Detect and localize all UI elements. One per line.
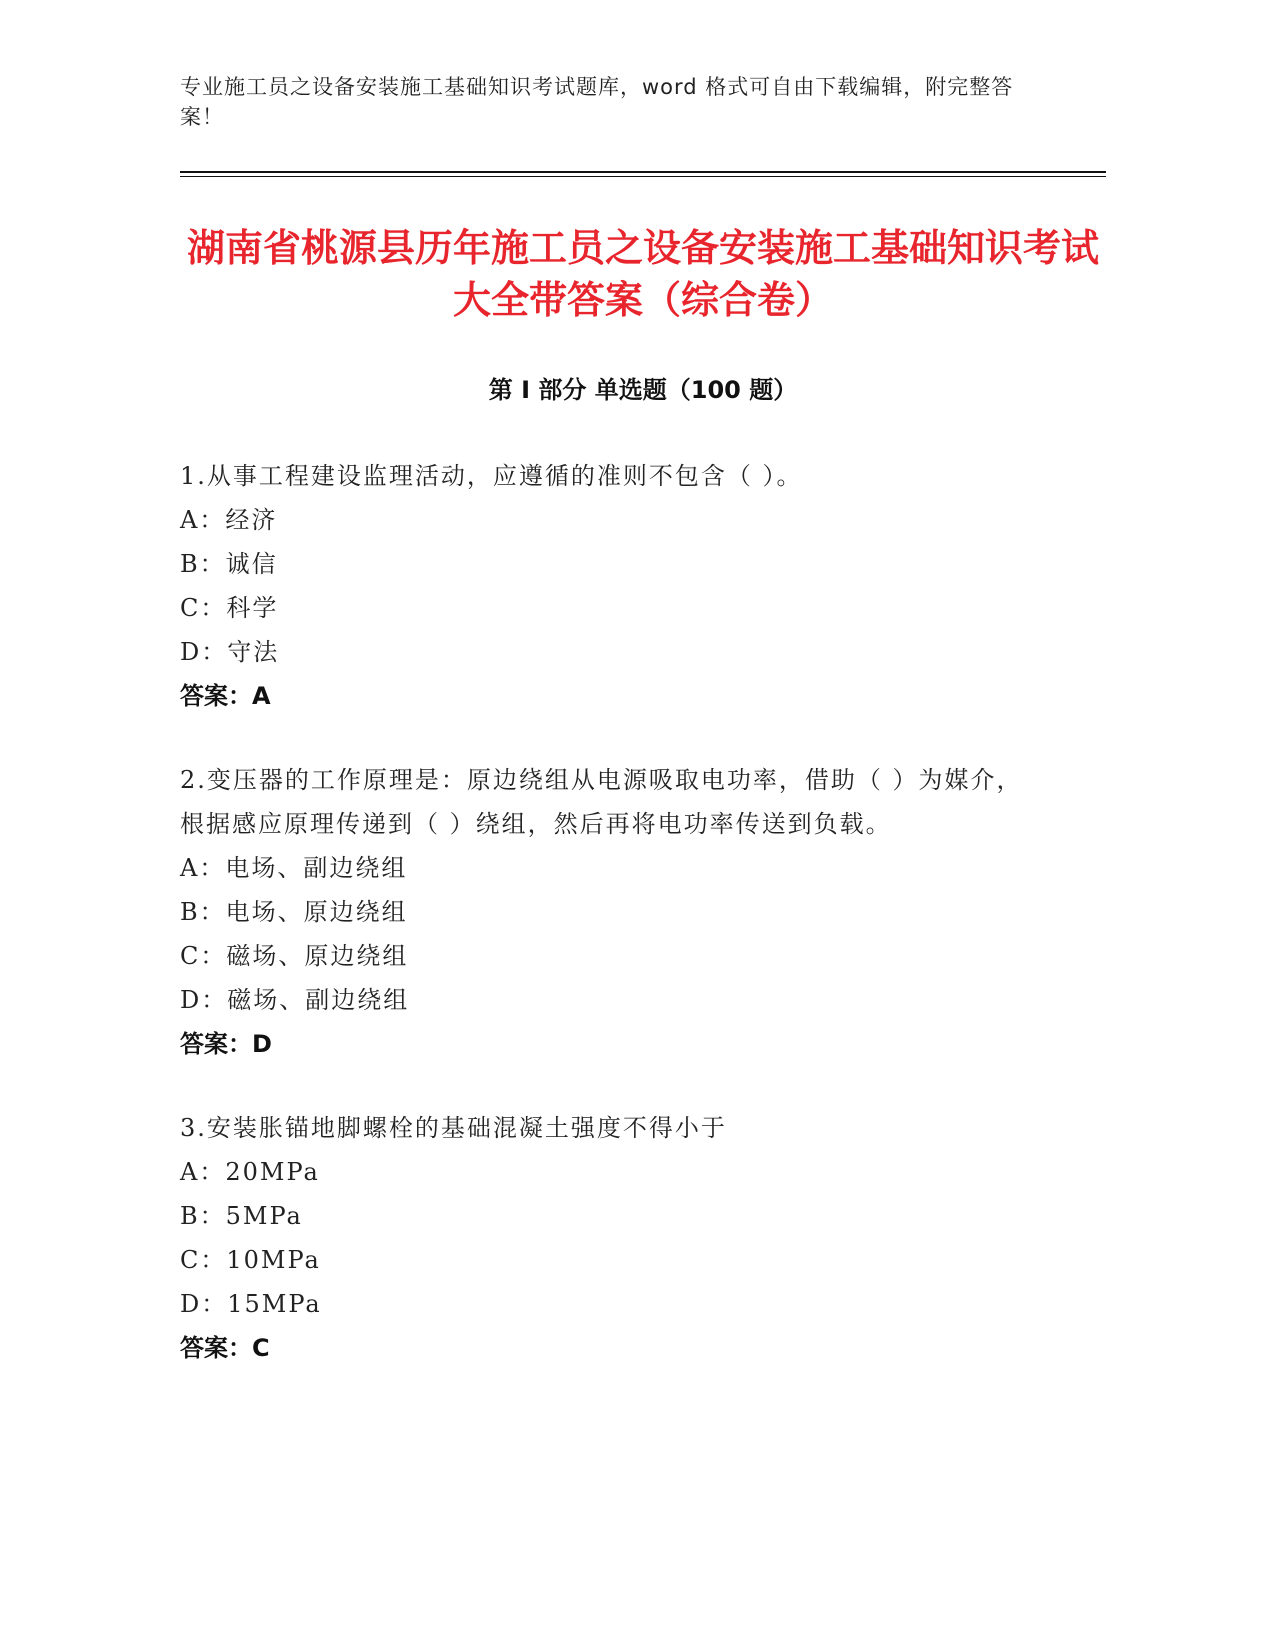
header-note: 专业施工员之设备安装施工基础知识考试题库，word 格式可自由下载编辑，附完整答案！ [180,75,1014,129]
answer: 答案：D [180,1030,272,1058]
question-stem: 2.变压器的工作原理是：原边绕组从电源吸取电功率，借助（ ）为媒介，根据感应原理传递到（ ）绕组，然后再将电功率传送到负载。 [180,766,1023,838]
question-1 [180,454,1030,718]
option-c: C：10MPa [180,1246,321,1274]
option-a: A：20MPa [180,1158,320,1186]
option-a: A：电场、副边绕组 [180,854,408,882]
question-3 [180,1106,1030,1370]
option-b: B：电场、原边绕组 [180,898,408,926]
option-d: D：守法 [180,638,280,666]
option-b: B：诚信 [180,550,278,578]
document-title: 湖南省桃源县历年施工员之设备安装施工基础知识考试大全带答案（综合卷） [186,226,1099,322]
question-stem: 3.安装胀锚地脚螺栓的基础混凝土强度不得小于 [180,1114,727,1142]
question-2 [180,758,1030,1066]
option-a: A：经济 [180,506,278,534]
header-divider-thin [180,176,1106,177]
question-stem: 1.从事工程建设监理活动，应遵循的准则不包含（ ）。 [180,462,803,490]
option-c: C：科学 [180,594,279,622]
option-c: C：磁场、原边绕组 [180,942,409,970]
answer: 答案：C [180,1334,270,1362]
option-d: D：磁场、副边绕组 [180,986,410,1014]
answer: 答案：A [180,682,271,710]
header-divider-thick [180,171,1106,173]
section-heading: 第 I 部分 单选题（100 题） [488,376,798,404]
option-d: D：15MPa [180,1290,322,1318]
option-b: B：5MPa [180,1202,303,1230]
